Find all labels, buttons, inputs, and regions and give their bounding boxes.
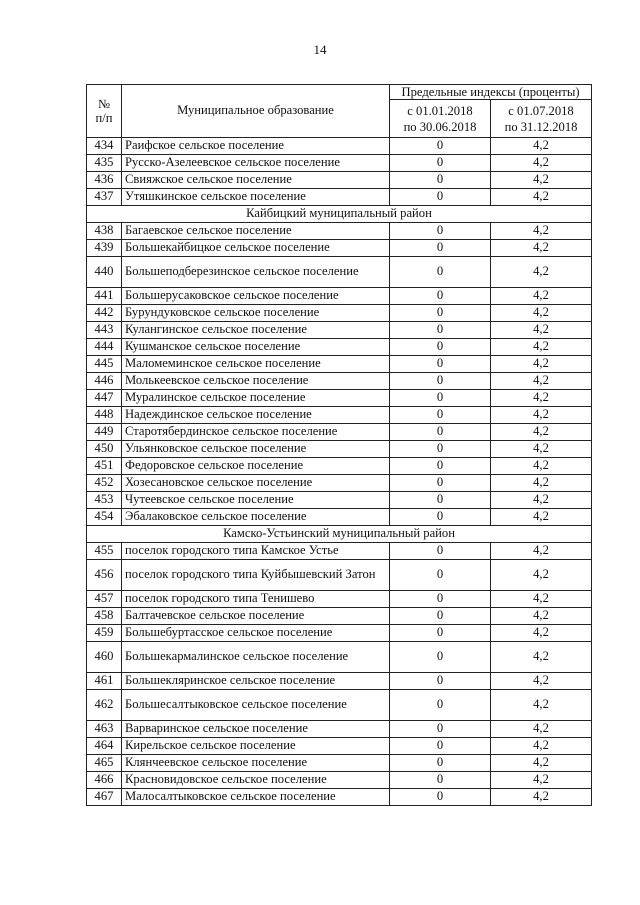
index-period-2: 4,2 xyxy=(491,591,592,608)
table-row xyxy=(87,223,592,240)
index-period-1: 0 xyxy=(390,625,491,642)
table-row xyxy=(87,721,592,738)
municipality-name: Кулангинское сельское поселение xyxy=(122,322,390,339)
index-period-2: 4,2 xyxy=(491,755,592,772)
header-period-2 xyxy=(491,100,592,138)
index-period-1: 0 xyxy=(390,172,491,189)
index-period-2: 4,2 xyxy=(491,625,592,642)
municipal-indices-table xyxy=(86,84,592,806)
index-period-1: 0 xyxy=(390,223,491,240)
municipality-name: Надеждинское сельское поселение xyxy=(122,407,390,424)
row-number: 445 xyxy=(87,356,122,373)
row-number: 451 xyxy=(87,458,122,475)
municipality-name: Большекармалинское сельское поселение xyxy=(122,642,390,673)
index-period-2: 4,2 xyxy=(491,642,592,673)
municipality-name: Ульянковское сельское поселение xyxy=(122,441,390,458)
row-number: 440 xyxy=(87,257,122,288)
table-row xyxy=(87,673,592,690)
index-period-1: 0 xyxy=(390,288,491,305)
page-number: 14 xyxy=(313,42,327,57)
district-heading-row xyxy=(87,206,592,223)
index-period-2: 4,2 xyxy=(491,673,592,690)
index-period-2: 4,2 xyxy=(491,288,592,305)
row-number: 459 xyxy=(87,625,122,642)
municipality-name: Кушманское сельское поселение xyxy=(122,339,390,356)
table-row xyxy=(87,189,592,206)
municipality-name: Старотябердинское сельское поселение xyxy=(122,424,390,441)
table-row xyxy=(87,560,592,591)
table-row xyxy=(87,339,592,356)
table-row xyxy=(87,172,592,189)
municipality-name: Чутеевское сельское поселение xyxy=(122,492,390,509)
row-number: 436 xyxy=(87,172,122,189)
table-row xyxy=(87,155,592,172)
index-period-1: 0 xyxy=(390,189,491,206)
index-period-1: 0 xyxy=(390,591,491,608)
municipality-name: Русско-Азелеевское сельское поселение xyxy=(122,155,390,172)
index-period-1: 0 xyxy=(390,390,491,407)
municipality-name: Красновидовское сельское поселение xyxy=(122,772,390,789)
table-row xyxy=(87,772,592,789)
header-number-line1: № xyxy=(97,97,111,111)
row-number: 463 xyxy=(87,721,122,738)
table-row xyxy=(87,257,592,288)
index-period-2: 4,2 xyxy=(491,138,592,155)
row-number: 449 xyxy=(87,424,122,441)
index-period-2: 4,2 xyxy=(491,458,592,475)
header-period-1 xyxy=(390,100,491,138)
table-row xyxy=(87,543,592,560)
row-number: 455 xyxy=(87,543,122,560)
header-period-1-line1: с 01.01.2018 xyxy=(407,103,473,118)
row-number: 437 xyxy=(87,189,122,206)
municipality-name: Большесалтыковское сельское поселение xyxy=(122,690,390,721)
index-period-2: 4,2 xyxy=(491,257,592,288)
table-row xyxy=(87,240,592,257)
table-row xyxy=(87,441,592,458)
index-period-2: 4,2 xyxy=(491,189,592,206)
index-period-2: 4,2 xyxy=(491,339,592,356)
row-number: 446 xyxy=(87,373,122,390)
municipality-name: Раифское сельское поселение xyxy=(122,138,390,155)
index-period-1: 0 xyxy=(390,738,491,755)
index-period-1: 0 xyxy=(390,373,491,390)
row-number: 453 xyxy=(87,492,122,509)
table-row xyxy=(87,322,592,339)
index-period-1: 0 xyxy=(390,642,491,673)
row-number: 448 xyxy=(87,407,122,424)
row-number: 447 xyxy=(87,390,122,407)
row-number: 466 xyxy=(87,772,122,789)
row-number: 443 xyxy=(87,322,122,339)
municipality-name: Большекляринское сельское поселение xyxy=(122,673,390,690)
row-number: 467 xyxy=(87,789,122,806)
municipality-name: Балтачевское сельское поселение xyxy=(122,608,390,625)
table-row xyxy=(87,642,592,673)
row-number: 462 xyxy=(87,690,122,721)
table-row xyxy=(87,492,592,509)
index-period-1: 0 xyxy=(390,475,491,492)
row-number: 438 xyxy=(87,223,122,240)
municipality-name: Клянчеевское сельское поселение xyxy=(122,755,390,772)
municipality-name: Федоровское сельское поселение xyxy=(122,458,390,475)
index-period-1: 0 xyxy=(390,138,491,155)
index-period-2: 4,2 xyxy=(491,172,592,189)
index-period-2: 4,2 xyxy=(491,560,592,591)
table-row xyxy=(87,789,592,806)
index-period-2: 4,2 xyxy=(491,407,592,424)
index-period-1: 0 xyxy=(390,690,491,721)
municipality-name: Свияжское сельское поселение xyxy=(122,172,390,189)
municipality-name: Муралинское сельское поселение xyxy=(122,390,390,407)
municipality-name: поселок городского типа Тенишево xyxy=(122,591,390,608)
index-period-1: 0 xyxy=(390,772,491,789)
table-header xyxy=(87,85,592,138)
header-number-line2: п/п xyxy=(95,111,113,125)
municipality-name: Малосалтыковское сельское поселение xyxy=(122,789,390,806)
row-number: 456 xyxy=(87,560,122,591)
municipality-name: Кирельское сельское поселение xyxy=(122,738,390,755)
index-period-2: 4,2 xyxy=(491,509,592,526)
index-period-1: 0 xyxy=(390,155,491,172)
row-number: 439 xyxy=(87,240,122,257)
table-row xyxy=(87,407,592,424)
index-period-1: 0 xyxy=(390,492,491,509)
municipality-name: Большекайбицкое сельское поселение xyxy=(122,240,390,257)
table-row xyxy=(87,625,592,642)
index-period-2: 4,2 xyxy=(491,223,592,240)
district-name: Камско-Устьинский муниципальный район xyxy=(87,526,592,543)
index-period-2: 4,2 xyxy=(491,543,592,560)
index-period-2: 4,2 xyxy=(491,322,592,339)
table-row xyxy=(87,288,592,305)
index-period-1: 0 xyxy=(390,257,491,288)
header-period-1-line2: по 30.06.2018 xyxy=(403,119,477,134)
index-period-1: 0 xyxy=(390,755,491,772)
index-period-2: 4,2 xyxy=(491,356,592,373)
district-name: Кайбицкий муниципальный район xyxy=(87,206,592,223)
table-row xyxy=(87,356,592,373)
table-row xyxy=(87,475,592,492)
municipality-name: Большерусаковское сельское поселение xyxy=(122,288,390,305)
index-period-1: 0 xyxy=(390,673,491,690)
index-period-1: 0 xyxy=(390,441,491,458)
index-period-1: 0 xyxy=(390,560,491,591)
table-row xyxy=(87,509,592,526)
index-period-2: 4,2 xyxy=(491,608,592,625)
row-number: 435 xyxy=(87,155,122,172)
header-period-2-line1: с 01.07.2018 xyxy=(508,103,574,118)
municipality-name: поселок городского типа Куйбышевский Затон xyxy=(122,560,390,591)
index-period-1: 0 xyxy=(390,458,491,475)
row-number: 434 xyxy=(87,138,122,155)
row-number: 444 xyxy=(87,339,122,356)
row-number: 465 xyxy=(87,755,122,772)
table-row xyxy=(87,138,592,155)
index-period-1: 0 xyxy=(390,608,491,625)
table-row xyxy=(87,458,592,475)
table-row xyxy=(87,755,592,772)
index-period-1: 0 xyxy=(390,509,491,526)
index-period-1: 0 xyxy=(390,322,491,339)
index-period-1: 0 xyxy=(390,407,491,424)
index-period-2: 4,2 xyxy=(491,424,592,441)
table-row xyxy=(87,608,592,625)
row-number: 464 xyxy=(87,738,122,755)
municipality-name: Молькеевское сельское поселение xyxy=(122,373,390,390)
row-number: 460 xyxy=(87,642,122,673)
index-period-1: 0 xyxy=(390,543,491,560)
header-limit-indices: Предельные индексы (проценты) xyxy=(390,85,592,100)
row-number: 454 xyxy=(87,509,122,526)
row-number: 457 xyxy=(87,591,122,608)
municipality-name: Утяшкинское сельское поселение xyxy=(122,189,390,206)
row-number: 458 xyxy=(87,608,122,625)
index-period-2: 4,2 xyxy=(491,492,592,509)
table-body xyxy=(87,138,592,806)
index-period-1: 0 xyxy=(390,339,491,356)
index-period-2: 4,2 xyxy=(491,789,592,806)
row-number: 450 xyxy=(87,441,122,458)
table-row xyxy=(87,738,592,755)
header-municipality: Муниципальное образование xyxy=(122,85,390,138)
index-period-2: 4,2 xyxy=(491,475,592,492)
municipality-name: Эбалаковское сельское поселение xyxy=(122,509,390,526)
index-period-1: 0 xyxy=(390,789,491,806)
index-period-1: 0 xyxy=(390,424,491,441)
index-period-2: 4,2 xyxy=(491,690,592,721)
index-period-2: 4,2 xyxy=(491,155,592,172)
municipality-name: Большеподберезинское сельское поселение xyxy=(122,257,390,288)
table-row xyxy=(87,690,592,721)
table-row xyxy=(87,390,592,407)
index-period-1: 0 xyxy=(390,356,491,373)
municipality-name: Большебуртасское сельское поселение xyxy=(122,625,390,642)
table-row xyxy=(87,305,592,322)
municipality-name: Бурундуковское сельское поселение xyxy=(122,305,390,322)
table-row xyxy=(87,373,592,390)
municipality-name: Хозесановское сельское поселение xyxy=(122,475,390,492)
index-period-2: 4,2 xyxy=(491,390,592,407)
row-number: 441 xyxy=(87,288,122,305)
row-number: 442 xyxy=(87,305,122,322)
municipality-name: Маломеминское сельское поселение xyxy=(122,356,390,373)
municipality-name: Варваринское сельское поселение xyxy=(122,721,390,738)
index-period-2: 4,2 xyxy=(491,240,592,257)
table-row xyxy=(87,591,592,608)
header-period-2-line2: по 31.12.2018 xyxy=(504,119,578,134)
index-period-2: 4,2 xyxy=(491,738,592,755)
index-period-2: 4,2 xyxy=(491,373,592,390)
index-period-1: 0 xyxy=(390,721,491,738)
row-number: 461 xyxy=(87,673,122,690)
table-row xyxy=(87,424,592,441)
municipality-name: поселок городского типа Камское Устье xyxy=(122,543,390,560)
municipality-name: Багаевское сельское поселение xyxy=(122,223,390,240)
index-period-1: 0 xyxy=(390,240,491,257)
index-period-2: 4,2 xyxy=(491,772,592,789)
row-number: 452 xyxy=(87,475,122,492)
index-period-2: 4,2 xyxy=(491,305,592,322)
header-number xyxy=(87,85,122,138)
index-period-2: 4,2 xyxy=(491,721,592,738)
district-heading-row xyxy=(87,526,592,543)
index-period-2: 4,2 xyxy=(491,441,592,458)
index-period-1: 0 xyxy=(390,305,491,322)
